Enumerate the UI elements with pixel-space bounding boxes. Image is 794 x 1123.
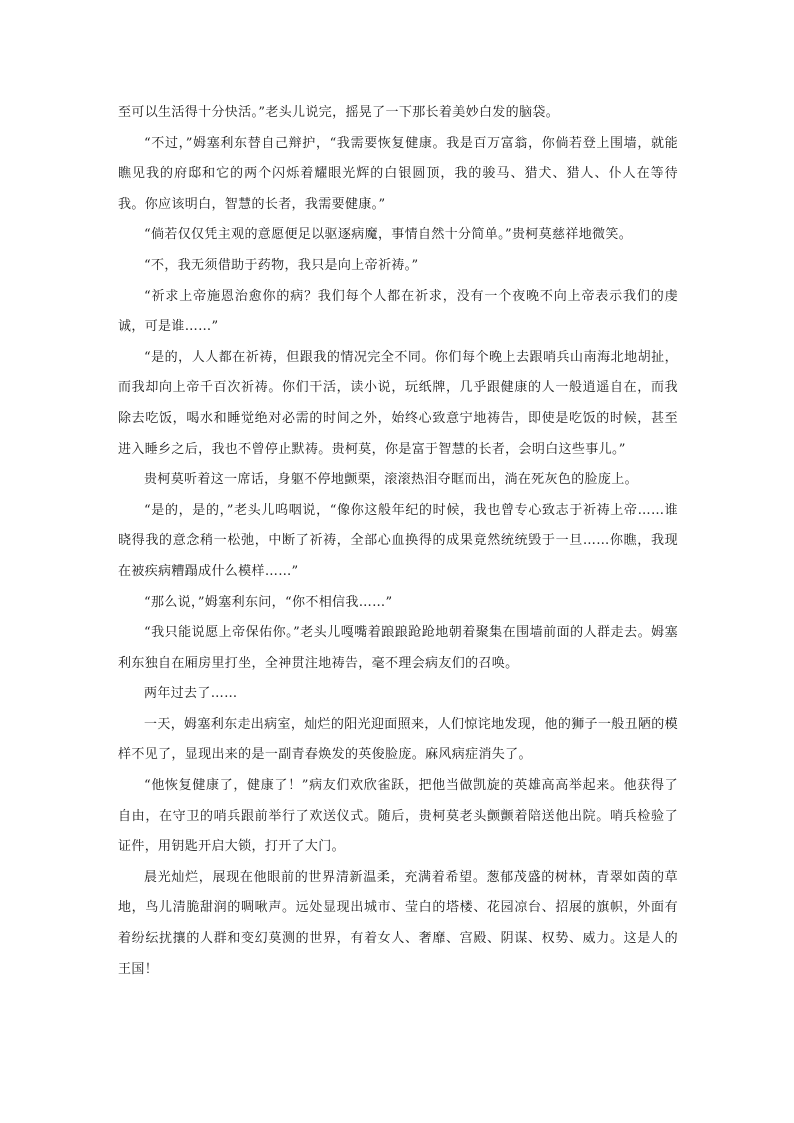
paragraph-continuation: 至可以生活得十分快活。”老头儿说完，摇晃了一下那长着美妙白发的脑袋。 xyxy=(118,105,560,120)
paragraph-dialogue-explanation: “是的，人人都在祈祷，但跟我的情况完全不同。你们每个晚上去跟哨兵山南海北地胡扯，而我却向上帝千百次祈祷。你们干活，读小说，玩纸牌，几乎跟健康的人一般逍遥自在，而我除去吃饭，喝水和睡觉绝对必需的时间之外，始终心致意宁地祷告，即使是吃饭的时候，甚至进入睡乡之后，我也不曾停止默祷。贵柯莫，你是富于智慧的长者，会明白这些事儿。” xyxy=(118,349,678,457)
paragraph-dialogue-old-man: “是的，是的，”老头儿呜咽说，“像你这般年纪的时候，我也曾专心致志于祈祷上帝……谁晓得我的意念稍一松弛，中断了祈祷，全部心血换得的成果竟然统统毁于一旦……你瞧，我现在被疾病糟蹋成什么模样……” xyxy=(118,502,678,579)
paragraph-dialogue-prayer: “不，我无须借助于药物，我只是向上帝祈祷。” xyxy=(144,257,419,273)
document-page xyxy=(118,98,678,985)
paragraph-dialogue-will: “倘若仅仅凭主观的意愿便足以驱逐病魔，事情自然十分简单。”贵柯莫慈祥地微笑。 xyxy=(144,227,633,243)
paragraph-transformation: 一天，姆塞利东走出病室，灿烂的阳光迎面照来，人们惊诧地发现，他的狮子一般丑陋的模样不见了，显现出来的是一副青春焕发的英俊脸庞。麻风病症消失了。 xyxy=(118,716,679,763)
paragraph-dialogue-question: “祈求上帝施恩治愈你的病？我们每个人都在祈求，没有一个夜晚不向上帝表示我们的虔诚，可是谁……” xyxy=(118,288,678,335)
paragraph-time-passes: 两年过去了…… xyxy=(144,686,238,702)
paragraph-dialogue-recovery: “不过，”姆塞利东替自己辩护，“我需要恢复健康。我是百万富翁，你倘若登上围墙，就能瞧见我的府邸和它的两个闪烁着耀眼光辉的白银圆顶，我的骏马、猎犬、猎人、仆人在等待我。你应该明白，智慧的长者，我需要健康。” xyxy=(118,135,678,212)
paragraph-narration-tears: 贵柯莫听着这一席话，身躯不停地颤栗，滚滚热泪夺眶而出，淌在死灰色的脸庞上。 xyxy=(144,472,638,488)
paragraph-dialogue-doubt: “那么说，”姆塞利东问，“你不相信我……” xyxy=(144,594,393,610)
paragraph-blessing: “我只能说愿上帝保佑你。”老头儿嘎嘴着踉踉跄跄地朝着聚集在围墙前面的人群走去。姆塞利东独自在厢房里打坐，全神贯注地祷告，毫不理会病友们的召唤。 xyxy=(118,625,678,671)
paragraph-world-outside: 晨光灿烂，展现在他眼前的世界清新温柔，充满着希望。葱郁茂盛的树林，青翠如茵的草地，鸟儿清脆甜润的啁啾声。远处显现出城市、莹白的塔楼、花园凉台、招展的旗帜，外面有着纷纭扰攘的人群和变幻莫测的世界，有着女人、奢靡、宫殿、阴谋、权势、威力。这是人的王国！ xyxy=(118,869,678,977)
paragraph-release: “他恢复健康了，健康了！”病友们欢欣雀跃，把他当做凯旋的英雄高高举起来。他获得了自由，在守卫的哨兵跟前举行了欢送仪式。随后，贵柯莫老头颤颤着陪送他出院。哨兵检验了证件，用钥匙开启大锁，打开了大门。 xyxy=(118,778,678,855)
